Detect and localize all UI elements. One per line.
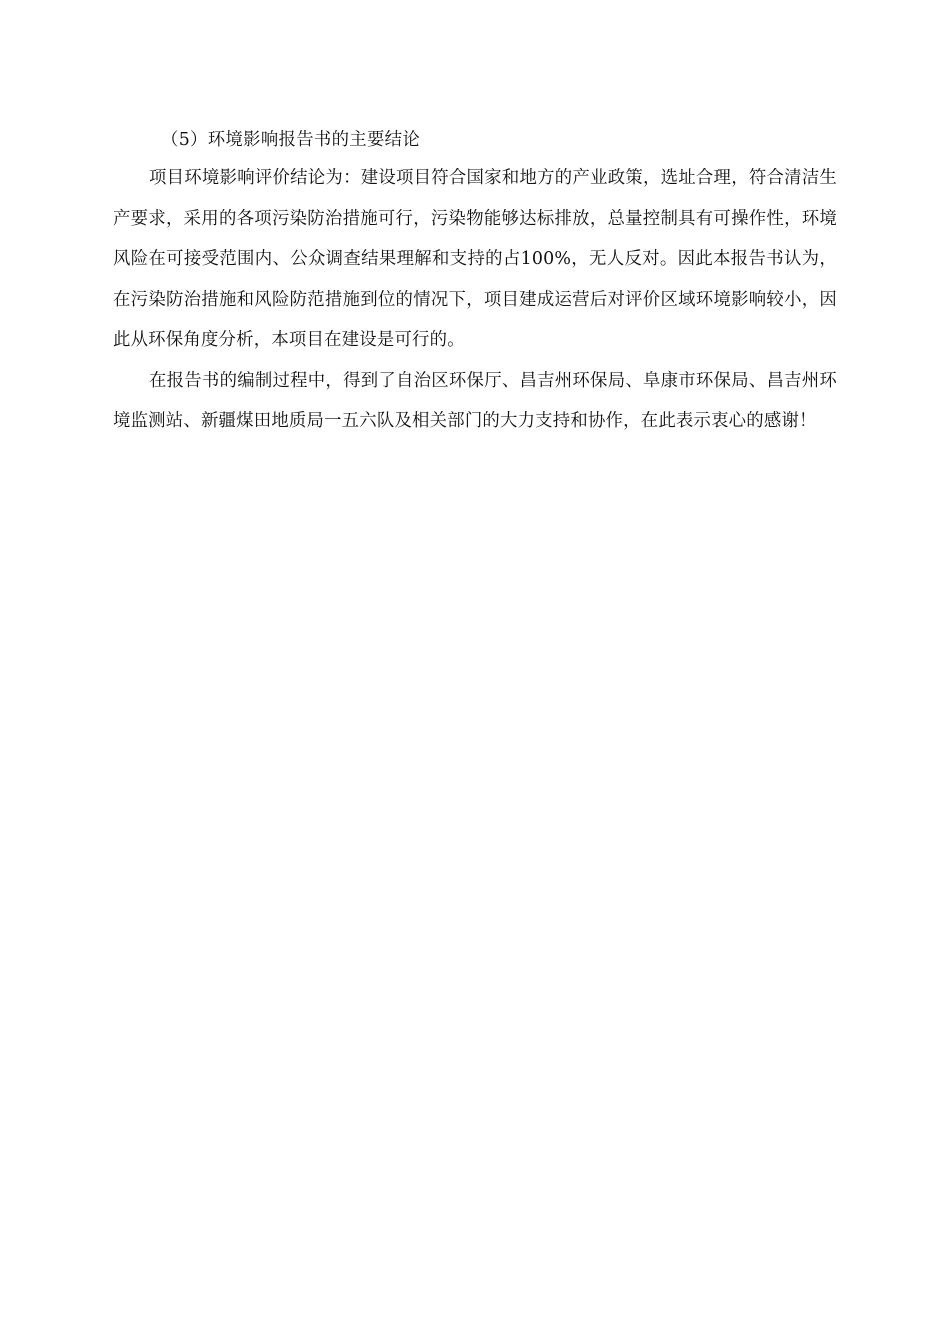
acknowledgement-paragraph: 在报告书的编制过程中，得到了自治区环保厅、昌吉州环保局、阜康市环保局、昌吉州环境监测站、新疆煤田地质局一五六队及相关部门的大力支持和协作，在此表示衷心的感谢！ (113, 370, 837, 431)
document-body (113, 122, 837, 442)
conclusion-paragraph: 项目环境影响评价结论为：建设项目符合国家和地方的产业政策，选址合理，符合清洁生产要求，采用的各项污染防治措施可行，污染物能够达标排放，总量控制具有可操作性，环境风险在可接受范围内、公众调查结果理解和支持的占100%，无人反对。因此本报告书认为，在污染防治措施和风险防范措施到位的情况下，项目建成运营后对评价区域环境影响较小，因此从环保角度分析，本项目在建设是可行的。 (113, 168, 837, 350)
section-heading: （5）环境影响报告书的主要结论 (161, 130, 421, 150)
